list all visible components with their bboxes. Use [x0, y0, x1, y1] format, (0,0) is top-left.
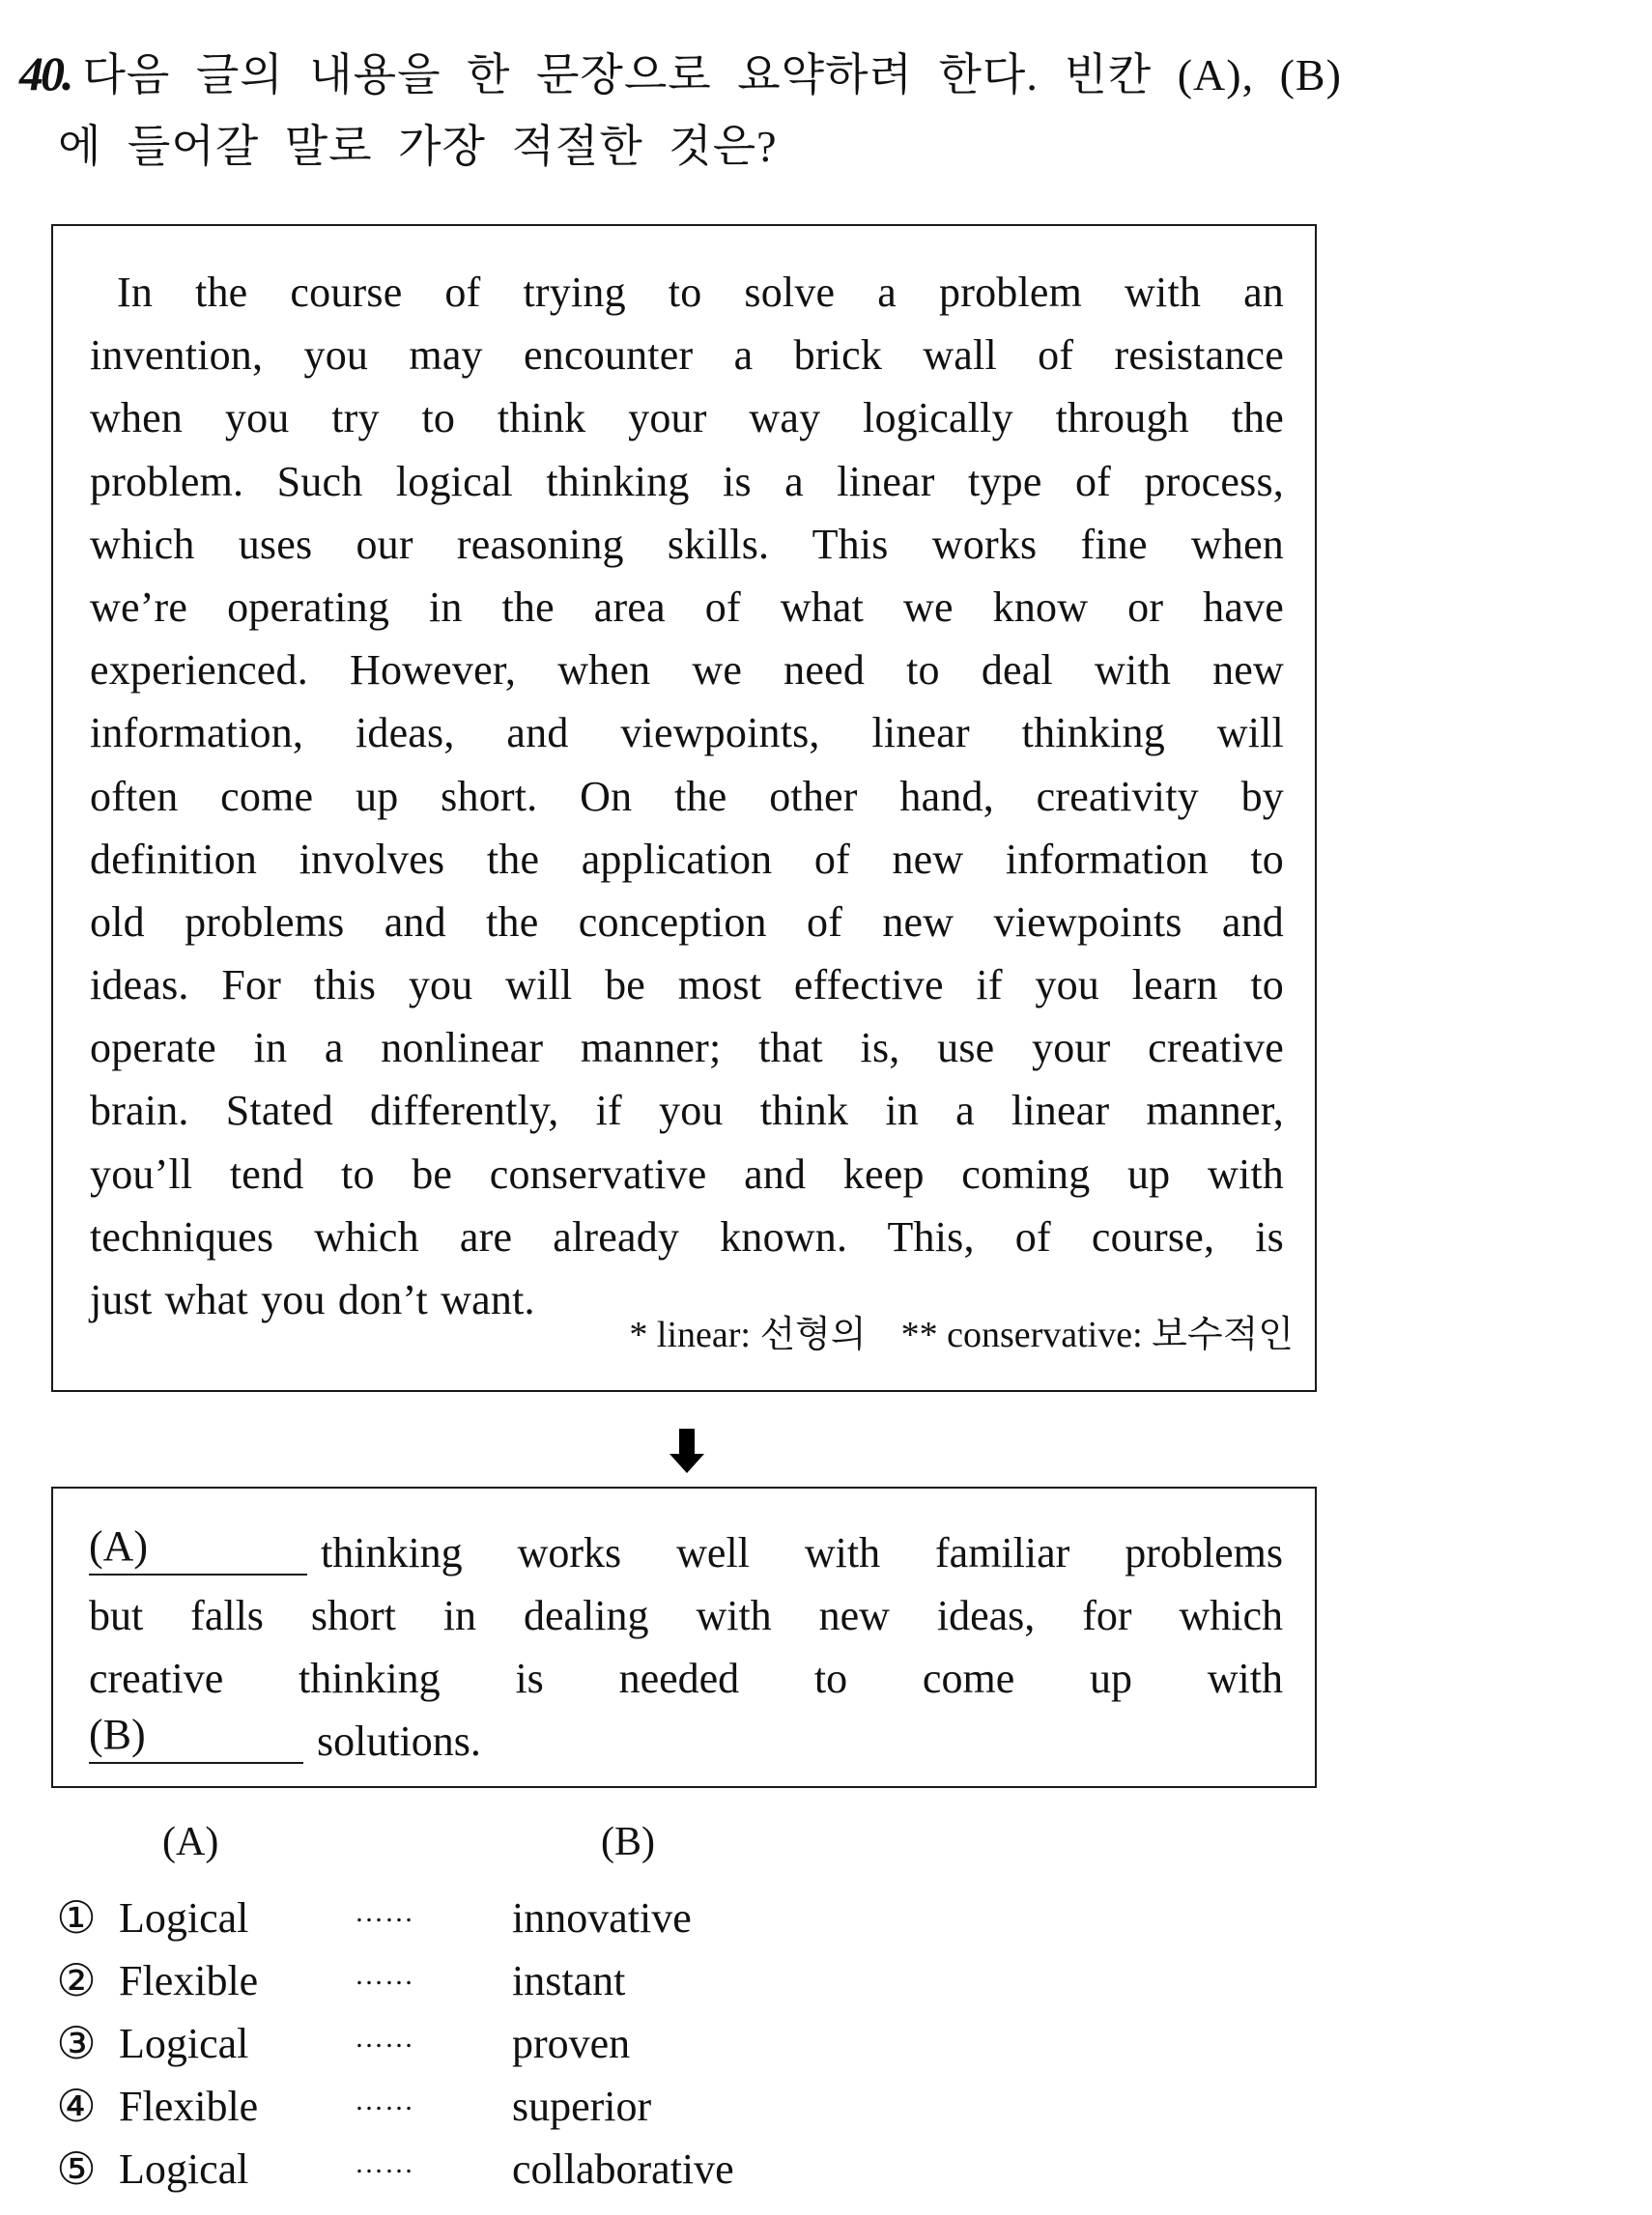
question-number: 40.	[19, 46, 71, 100]
summary-line-3: creative thinking is needed to come up with	[89, 1655, 1283, 1702]
summary-line-1: (A) thinking works well with familiar problems	[89, 1522, 1283, 1576]
passage-line: old problems and the conception of new viewpoints and	[90, 897, 1284, 946]
passage-line: experienced. However, when we need to deal with new	[90, 646, 1284, 695]
option-separator: ……	[355, 1959, 414, 1991]
passage-line: brain. Stated differently, if you think in a linear manner,	[90, 1087, 1284, 1135]
passage-line: techniques which are already known. This, of course, is	[90, 1212, 1284, 1261]
option-b-value: superior	[512, 2083, 652, 2130]
option-b-value: collaborative	[512, 2145, 734, 2193]
option-b-value: proven	[512, 2020, 631, 2067]
question-prompt-line-2: 에 들어갈 말로 가장 적절한 것은?	[58, 122, 778, 171]
footnote-conservative: ** conservative: 보수적인	[900, 1315, 1294, 1355]
option-separator: ……	[355, 1896, 414, 1928]
passage-line: when you try to think your way logically through the	[90, 394, 1284, 442]
passage-line: problem. Such logical thinking is a linear type of process,	[90, 457, 1284, 505]
passage-line: operate in a nonlinear manner; that is, use your creative	[90, 1024, 1284, 1072]
passage-line: we’re operating in the area of what we know or have	[90, 582, 1284, 631]
option-a-value: Logical	[119, 2020, 249, 2067]
down-arrow-icon	[669, 1429, 704, 1473]
option-number: ⑤	[56, 2144, 97, 2194]
passage-line: ideas. For this you will be most effective if you learn to	[90, 961, 1284, 1009]
option-number: ②	[56, 1956, 97, 2005]
passage-text	[90, 261, 1284, 1331]
option-b-value: innovative	[512, 1894, 692, 1942]
footnotes	[629, 1312, 1294, 1358]
option-number: ④	[56, 2082, 97, 2131]
option-separator: ……	[355, 2022, 414, 2054]
option-a-value: Logical	[119, 2145, 249, 2193]
footnote-linear: * linear: 선형의	[629, 1315, 867, 1355]
summary-text	[89, 1521, 1283, 1773]
summary-line-2: but falls short in dealing with new ideas, for which	[89, 1592, 1283, 1639]
passage-line: just what you don’t want.	[90, 1276, 535, 1323]
passage-line: information, ideas, and viewpoints, linear thinking will	[90, 709, 1284, 757]
passage-line: often come up short. On the other hand, creativity by	[90, 772, 1284, 820]
blank-a: (A)	[89, 1521, 307, 1576]
option-a-value: Flexible	[119, 1957, 259, 2004]
passage-line: you’ll tend to be conservative and keep coming up with	[90, 1150, 1284, 1198]
blank-b: (B)	[89, 1710, 303, 1764]
summary-box	[51, 1487, 1317, 1788]
passage-line: which uses our reasoning skills. This works fine when	[90, 520, 1284, 568]
question-prompt-text-1: 다음 글의 내용을 한 문장으로 요약하려 한다. 빈칸 (A), (B)	[82, 50, 1342, 99]
option-number: ①	[56, 1893, 97, 1943]
choices-header-a: (A)	[162, 1820, 219, 1864]
option-a-value: Logical	[119, 1894, 249, 1942]
passage-box	[51, 224, 1317, 1392]
option-a-value: Flexible	[119, 2083, 259, 2130]
option-number: ③	[56, 2019, 97, 2068]
summary-line-4: (B) solutions.	[89, 1711, 481, 1765]
passage-line: invention, you may encounter a brick wall of resistance	[90, 331, 1284, 380]
passage-line: definition involves the application of new information to	[90, 835, 1284, 883]
option-b-value: instant	[512, 1957, 626, 2004]
choices-header-b: (B)	[601, 1820, 655, 1864]
option-separator: ……	[355, 2085, 414, 2116]
passage-line: In the course of trying to solve a problem with an	[117, 269, 1284, 316]
question-prompt-line-1	[19, 46, 1342, 102]
option-separator: ……	[355, 2147, 414, 2179]
